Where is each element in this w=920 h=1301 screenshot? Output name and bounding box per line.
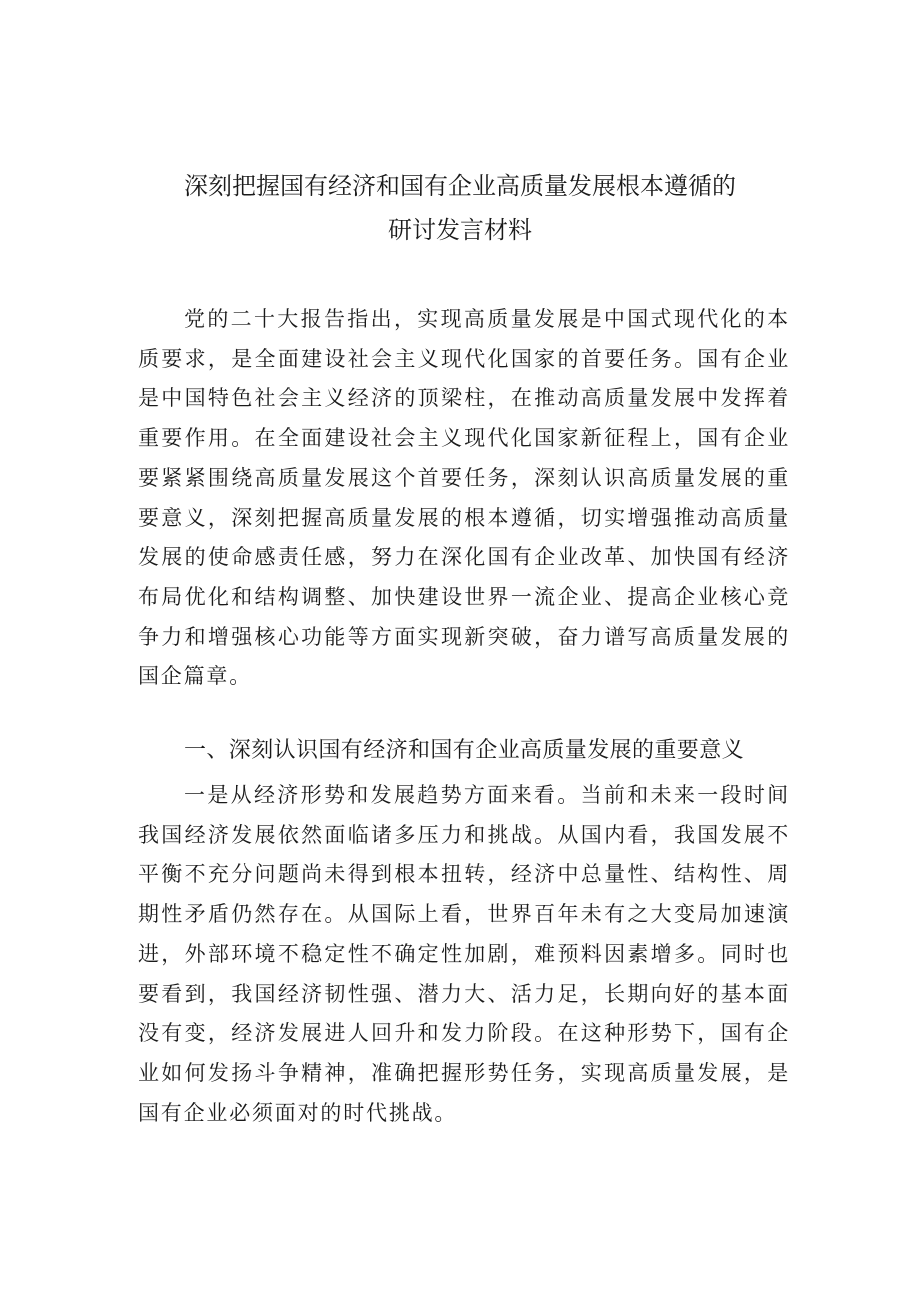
- document-title-line-2: 研讨发言材料: [388, 216, 532, 244]
- intro-paragraph: 党的二十大报告指出，实现高质量发展是中国式现代化的本质要求，是全面建设社会主义现代化国家的首要任务。国有企业是中国特色社会主义经济的顶梁柱，在推动高质量发展中发挥着重要作用。在全面建设社会主义现代化国家新征程上，国有企业要紧紧围绕高质量发展这个首要任务，深刻认识高质量发展的重要意义，深刻把握高质量发展的根本遵循，切实增强推动高质量发展的使命感责任感，努力在深化国有企业改革、加快国有经济布局优化和结构调整、加快建设世界一流企业、提高企业核心竞争力和增强核心功能等方面实现新突破，奋力谱写高质量发展的国企篇章。: [138, 307, 790, 689]
- section1-paragraph-1: 一是从经济形势和发展趋势方面来看。当前和未来一段时间我国经济发展依然面临诸多压力和挑战。从国内看，我国发展不平衡不充分问题尚未得到根本扭转，经济中总量性、结构性、周期性矛盾仍然存在。从国际上看，世界百年未有之大变局加速演进，外部环境不稳定性不确定性加剧，难预料因素增多。同时也要看到，我国经济韧性强、潜力大、活力足，长期向好的基本面没有变，经济发展进人回升和发力阶段。在这种形势下，国有企业如何发扬斗争精神，准确把握形势任务，实现高质量发展，是国有企业必须面对的时代挑战。: [138, 783, 790, 1125]
- section-heading-1: 一、深刻认识国有经济和国有企业高质量发展的重要意义: [184, 738, 745, 763]
- document-title-line-1: 深刻把握国有经济和国有企业高质量发展根本遵循的: [184, 172, 736, 200]
